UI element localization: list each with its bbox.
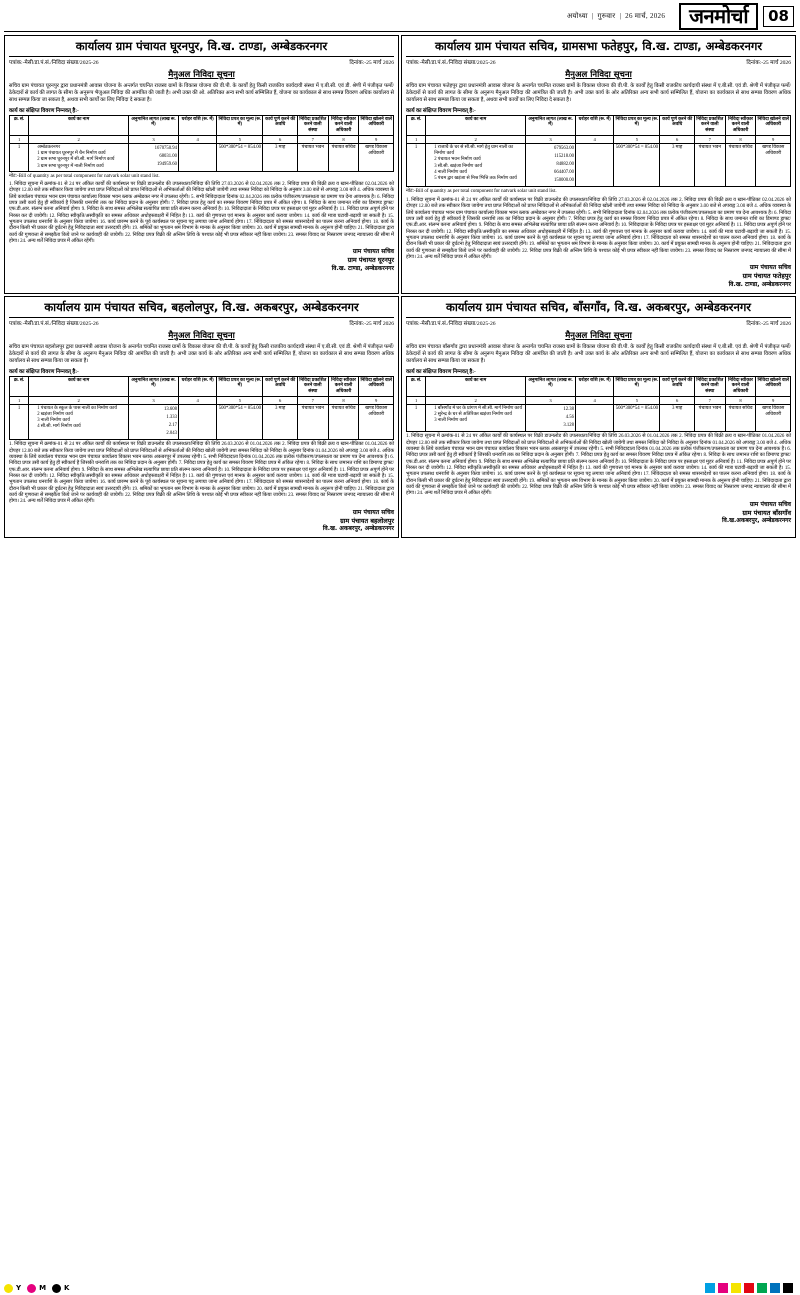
sign-panchayat: ग्राम पंचायत बहलोलपुर bbox=[340, 516, 394, 525]
notice-subtitle: मैनुअल निविदा सूचना bbox=[168, 331, 235, 342]
col-num-6: 6 bbox=[263, 396, 298, 405]
tender-table bbox=[406, 115, 791, 188]
list-item: 1 बाँसगाँव मे घर के प्रांगण मे सी.सी. मार्ग निर्माण कार्य bbox=[434, 406, 523, 412]
list-item: 1670750.94 bbox=[154, 146, 177, 152]
work-items bbox=[427, 145, 524, 181]
colorbar-letter-k: K bbox=[64, 1284, 70, 1292]
work-summary-label: कार्य का संक्षिप्त विवरण निम्नवत् है:- bbox=[406, 107, 476, 114]
tender-notice-bansgaon bbox=[401, 296, 796, 539]
cell-duration: 3 माह bbox=[263, 144, 298, 171]
th-form-price: निविदा प्रपत्र का मूल्य (रू. में) bbox=[614, 376, 660, 396]
list-item: 12.38 bbox=[563, 407, 574, 413]
masthead-dateline: अयोध्या | गुरुवार | 26 मार्च, 2026 bbox=[6, 12, 679, 21]
cell-duration: 3 माह bbox=[263, 405, 298, 440]
reference-number: पत्रांक:-मेसी/डा.पं.सं./निविदा संख्या/2025-26 bbox=[9, 321, 99, 328]
list-item: 13.608 bbox=[164, 407, 177, 413]
list-item: 3 ग्राम सभा घूरनपुर में नाली निर्माण कार्य bbox=[37, 163, 104, 169]
tender-notice-bahlolpur bbox=[4, 296, 399, 539]
cell-sn: 1 bbox=[407, 144, 426, 187]
swatch-green bbox=[757, 1283, 767, 1293]
list-item: 84882.00 bbox=[556, 162, 574, 168]
dateline-city: अयोध्या bbox=[566, 11, 588, 20]
table-column-numbers bbox=[407, 135, 791, 144]
cell-amounts bbox=[526, 405, 576, 432]
sign-block: वि.ख. टाण्डा, अम्बेडकरनगर bbox=[331, 265, 394, 273]
page-number: 08 bbox=[763, 6, 794, 27]
cell-form-price: 500*300*54 = 854.00 bbox=[217, 405, 263, 440]
table-row bbox=[407, 405, 791, 432]
cell-work-list bbox=[426, 405, 526, 432]
list-item: 664407.00 bbox=[554, 170, 574, 176]
masthead bbox=[0, 0, 800, 30]
col-num-4: 4 bbox=[575, 396, 613, 405]
col-num-8: 8 bbox=[725, 396, 756, 405]
office-title: कार्यालय ग्राम पंचायत सचिव, बहलोलपुर, वि.ख. अकबरपुर, अम्बेडकरनगर bbox=[9, 300, 394, 318]
cell-work-list bbox=[29, 144, 129, 171]
sign-panchayat: ग्राम पंचायत फतेहपुर bbox=[742, 272, 791, 281]
col-num-2: 2 bbox=[426, 135, 526, 144]
th-work-name: कार्य का नाम bbox=[29, 376, 129, 396]
sign-designation: ग्राम पंचायत सचिव bbox=[749, 500, 791, 508]
list-item: 679563.00 bbox=[554, 146, 574, 152]
table-header-row bbox=[407, 376, 791, 396]
col-num-4: 4 bbox=[575, 135, 613, 144]
reference-number: पत्रांक:-मेसी/डा.पं.सं./निविदा संख्या/2025-26 bbox=[406, 60, 496, 67]
signature-block bbox=[9, 509, 394, 534]
th-opener: निविदा खोलने वाले अधिकारी bbox=[756, 115, 791, 135]
col-num-5: 5 bbox=[614, 396, 660, 405]
swatch-cyan bbox=[705, 1283, 715, 1293]
col-num-3: 3 bbox=[129, 396, 179, 405]
swatch-blue bbox=[770, 1283, 780, 1293]
reference-row bbox=[9, 321, 394, 328]
office-title: कार्यालय ग्राम पंचायत घूरनपुर, वि.ख. टाण्डा, अम्बेडकरनगर bbox=[9, 39, 394, 57]
cell-opener: खण्ड विकास अधिकारी bbox=[756, 144, 791, 187]
th-form-price: निविदा प्रपत्र का मूल्य (रू. में) bbox=[217, 376, 263, 396]
cell-amounts bbox=[129, 144, 179, 171]
table-header-row bbox=[407, 115, 791, 135]
list-item: 4 सी.सी. मार्ग निर्माण कार्य bbox=[37, 424, 81, 430]
col-num-6: 6 bbox=[660, 396, 695, 405]
list-item: 2 खड़ंजा निर्माण कार्य bbox=[37, 412, 73, 418]
th-sn: क्र. सं. bbox=[10, 115, 29, 135]
notice-date: दिनांक:-25 मार्च 2026 bbox=[746, 60, 791, 67]
notice-subtitle: मैनुअल निविदा सूचना bbox=[565, 331, 632, 342]
swatch-yellow-2 bbox=[731, 1283, 741, 1293]
th-publisher: निविदा प्रकाशित करने वाली संस्था bbox=[297, 376, 328, 396]
th-publisher: निविदा प्रकाशित करने वाली संस्था bbox=[694, 115, 725, 135]
cell-sn: 1 bbox=[10, 405, 29, 440]
reference-number: पत्रांक:-मेसी/डा.पं.सं./निविदा संख्या/2025-26 bbox=[406, 321, 496, 328]
sign-block: वि.ख. टाण्डा, अम्बेडकरनगर bbox=[728, 280, 791, 288]
notice-intro: सचिव ग्राम पंचायत फतेहपुर द्वारा प्रधानमंत्री आवास योजना के अन्तर्गत चयनित राजस्व ग्रामों के विकास योजना की वी.पी. के कार्यों हेतु किसी राजकीय कार्यदायी संस्था में ए.बी.सी. एवं डी. श्रेणी में पंजीकृत फर्मो/ठेकेदारों से कार्य की लागत के सीमा के अनुरूप मैनुअल निविदा की आमंत्रित की जाती है। अभी उक्त कार्य के ओर अतिरिक्त अन्य सभी कार्य सम्मिलित हैं, योजना का कार्यकाल से साथ सम्पन्न विवरण अधिक कार्यालय से साथ सम्पन्न किया जा सकता है, अथवा सभी कार्यों का लिए निविदा दे सकता है। bbox=[406, 83, 791, 103]
list-item: 1 पंचायत के स्कूल के पास नाली का निर्माण कार्य bbox=[37, 406, 117, 412]
cell-work-list bbox=[29, 405, 129, 440]
bill-of-quantity-note: नोट:-Bill of quantity as per total component for natvark solar unit stand list. bbox=[406, 189, 557, 195]
table-column-numbers bbox=[10, 135, 394, 144]
notice-date: दिनांक:-25 मार्च 2026 bbox=[349, 321, 394, 328]
tender-notice-ghurnapur bbox=[4, 35, 399, 294]
cell-form-price: 500*300*54 = 854.00 bbox=[614, 144, 660, 187]
th-work-name: कार्य का नाम bbox=[426, 115, 526, 135]
list-item: 150000.00 bbox=[554, 178, 574, 184]
cell-form-price: 500*300*54 = 854.00 bbox=[614, 405, 660, 432]
cell-accepter: पंचायत सचिव bbox=[328, 405, 359, 440]
colorbar-letter-m: M bbox=[39, 1284, 47, 1292]
tender-table bbox=[406, 376, 791, 433]
cell-duration: 3 माह bbox=[660, 405, 695, 432]
work-summary-label: कार्य का संक्षिप्त विवरण निम्नवत् है:- bbox=[9, 107, 79, 114]
col-num-9: 9 bbox=[756, 135, 791, 144]
notice-intro: सचिव ग्राम पंचायत बहलोलपुर द्वारा प्रधानमंत्री आवास योजना के अन्तर्गत चयनित राजस्व ग्रामों के विकास योजना की वी.पी. के कार्यों हेतु किसी राजकीय कार्यदायी संस्था में ए.बी.सी. एवं डी. श्रेणी में पंजीकृत फर्मो/ठेकेदारों से कार्य की लागत के सीमा के अनुरूप मैनुअल निविदा की आमंत्रित की जाती है। अभी उक्त कार्य के ओर अतिरिक्त अन्य सभी कार्य सम्मिलित हैं, योजना का कार्यकाल से साथ सम्पन्न विवरण अधिक कार्यालय से साथ सम्पन्न किया जा सकता है। bbox=[9, 344, 394, 364]
table-header-row bbox=[10, 376, 394, 396]
table-row bbox=[10, 144, 394, 171]
sign-designation: ग्राम पंचायत सचिव bbox=[352, 508, 394, 516]
notice-date: दिनांक:-25 मार्च 2026 bbox=[349, 60, 394, 67]
colorbar-letter-y: Y bbox=[16, 1284, 22, 1292]
th-duration: कार्य पूर्ण करने की अवधि bbox=[660, 115, 695, 135]
sign-designation: ग्राम पंचायत सचिव bbox=[352, 248, 394, 256]
table-row bbox=[10, 405, 394, 440]
list-item: 2.17 bbox=[168, 423, 177, 429]
th-work-name: कार्य का नाम bbox=[426, 376, 526, 396]
table-header-row bbox=[10, 115, 394, 135]
bill-of-quantity-note: नोट:-Bill of quantity as per total component for natvark solar unit stand list. bbox=[9, 173, 160, 179]
th-earnest: धरोहर राशि (रू. में) bbox=[575, 115, 613, 135]
amount-list bbox=[527, 406, 574, 430]
col-num-9: 9 bbox=[756, 396, 791, 405]
list-item: अम्बेडकरनगर bbox=[37, 145, 61, 151]
col-num-5: 5 bbox=[217, 396, 263, 405]
office-title: कार्यालय ग्राम पंचायत सचिव, बाँसगाँव, वि.ख. अकबरपुर, अम्बेडकरनगर bbox=[406, 300, 791, 318]
amount-list bbox=[130, 145, 177, 169]
th-estimate: अनुमानित लागत (लाख रू. में) bbox=[129, 115, 179, 135]
col-num-8: 8 bbox=[328, 135, 359, 144]
th-accepter: निविदा स्वीकार करने वाली अधिकारी bbox=[725, 115, 756, 135]
col-num-6: 6 bbox=[263, 135, 298, 144]
col-num-7: 7 bbox=[694, 135, 725, 144]
col-num-1: 1 bbox=[407, 135, 426, 144]
work-items bbox=[30, 406, 127, 430]
signature-block bbox=[406, 501, 791, 526]
th-estimate: अनुमानित लागत (लाख रू. में) bbox=[526, 376, 576, 396]
notice-intro: सचिव ग्राम पंचायत घूरनपुर द्वारा प्रधानमंत्री आवास योजना के अन्तर्गत चयनित राजस्व ग्रामों के विकास योजना की वी.पी. के कार्यों हेतु किसी राजकीय कार्यदायी संस्था में ए.बी.सी. एवं डी. श्रेणी में पंजीकृत फर्मो/ठेकेदारों से कार्य की लागत के सीमा के अनुरूप भैजुअल निविदा की आमंत्रित की जाती है। अभी उक्त की ओ. अतिरिक्त अन्य सभी कार्य सम्मिलित हैं, योजना का कार्यकाल से साथ सम्पन्न विवरण अधिक कार्यालय से साथ सम्पन्न किया जा सकता है, अथवा सभी कार्यों का लिए निविदा दे सकता है। bbox=[9, 83, 394, 103]
col-num-2: 2 bbox=[29, 135, 129, 144]
cell-publisher: पंचायत भवन bbox=[694, 405, 725, 432]
th-form-price: निविदा प्रपत्र का मूल्य (रू. में) bbox=[614, 115, 660, 135]
swatch-red bbox=[744, 1283, 754, 1293]
cell-publisher: पंचायत भवन bbox=[297, 144, 328, 171]
th-opener: निविदा खोलने वाले अधिकारी bbox=[756, 376, 791, 396]
work-summary-label: कार्य का संक्षिप्त विवरण निम्नवत् है:- bbox=[406, 368, 476, 375]
cell-work-list bbox=[426, 144, 526, 187]
th-form-price: निविदा प्रपत्र का मूल्य (रू. में) bbox=[217, 115, 263, 135]
list-item: 2.043 bbox=[166, 431, 177, 437]
th-duration: कार्य पूर्ण करने की अवधि bbox=[660, 376, 695, 396]
cell-opener: खण्ड विकास अधिकारी bbox=[359, 405, 394, 440]
sign-designation: ग्राम पंचायत सचिव bbox=[749, 264, 791, 272]
notice-date: दिनांक:-25 मार्च 2026 bbox=[746, 321, 791, 328]
col-num-9: 9 bbox=[359, 396, 394, 405]
sign-block: वि.ख. अकबरपुर, अम्बेडकरनगर bbox=[322, 525, 394, 533]
th-opener: निविदा खोलने वाले अधिकारी bbox=[359, 115, 394, 135]
tender-notice-fatehpur bbox=[401, 35, 796, 294]
signature-block bbox=[406, 264, 791, 289]
th-earnest: धरोहर राशि (रू. में) bbox=[575, 376, 613, 396]
col-num-8: 8 bbox=[725, 135, 756, 144]
col-num-2: 2 bbox=[29, 396, 129, 405]
cell-accepter: पंचायत सचिव bbox=[328, 144, 359, 171]
col-num-9: 9 bbox=[359, 135, 394, 144]
list-item: 3 नाली निर्माण कार्य bbox=[434, 418, 468, 424]
sign-panchayat: ग्राम पंचायत घूरनपुर bbox=[347, 256, 394, 265]
list-item: 115218.00 bbox=[554, 154, 574, 160]
th-earnest: धरोहर राशि (रू. में) bbox=[178, 376, 216, 396]
cell-publisher: पंचायत भवन bbox=[694, 144, 725, 187]
cell-accepter: पंचायत सचिव bbox=[725, 405, 756, 432]
col-num-1: 1 bbox=[407, 396, 426, 405]
table-column-numbers bbox=[10, 396, 394, 405]
reference-row bbox=[406, 321, 791, 328]
signature-block bbox=[9, 248, 394, 273]
cell-opener: खण्ड विकास अधिकारी bbox=[359, 144, 394, 171]
work-items bbox=[427, 406, 524, 424]
office-title: कार्यालय ग्राम पंचायत सचिव, ग्रामसभा फतेहपुर, वि.ख. टाण्डा, अम्बेडकरनगर bbox=[406, 39, 791, 57]
list-item: 4.56 bbox=[565, 415, 574, 421]
col-num-4: 4 bbox=[178, 396, 216, 405]
th-earnest: धरोहर राशि (रू. में) bbox=[178, 115, 216, 135]
notice-intro: सचिव ग्राम पंचायत बाँसगाँव द्वारा प्रधानमंत्री आवास योजना के अन्तर्गत चयनित राजस्व ग्रामों के विकास योजना की वी.पी. के कार्यों हेतु किसी राजकीय कार्यदायी संस्था में ए.बी.सी. एवं डी. श्रेणी में पंजीकृत फर्मो/ठेकेदारों से कार्य की लागत के सीमा के अनुरूप मैनुअल निविदा की आमंत्रित की जाती है। अभी उक्त कार्य के ओर अतिरिक्त अन्य सभी कार्य सम्मिलित हैं, योजना का कार्यकाल से साथ सम्पन्न विवरण अधिक कार्यालय से साथ सम्पन्न किया जा सकता है। bbox=[406, 344, 791, 364]
th-accepter: निविदा स्वीकार करने वाली अधिकारी bbox=[725, 376, 756, 396]
list-item: 1.333 bbox=[166, 415, 177, 421]
table-column-numbers bbox=[407, 396, 791, 405]
list-item: 5 पंचम द्वार खड़ंजा से मिश्र भित्ति तक निर्माण कार्य bbox=[434, 175, 517, 181]
cell-amounts bbox=[526, 144, 576, 187]
cell-earnest bbox=[575, 405, 613, 432]
th-publisher: निविदा प्रकाशित करने वाली संस्था bbox=[694, 376, 725, 396]
th-estimate: अनुमानित लागत (लाख रू. में) bbox=[129, 376, 179, 396]
th-accepter: निविदा स्वीकार करने वाली अधिकारी bbox=[328, 376, 359, 396]
col-num-5: 5 bbox=[614, 135, 660, 144]
masthead-divider bbox=[4, 31, 796, 32]
color-registration-bar bbox=[0, 1281, 800, 1295]
th-accepter: निविदा स्वीकार करने वाली अधिकारी bbox=[328, 115, 359, 135]
newspaper-logo: जनमोर्चा bbox=[679, 3, 758, 30]
sign-panchayat: ग्राम पंचायत बाँसगाँव bbox=[742, 508, 791, 517]
list-item: 3 नाली निर्माण कार्य bbox=[37, 418, 71, 424]
list-item: 2 सुरेन्द्र के घर से अतिरिक्त खड़ंजा निर्माण कार्य bbox=[434, 412, 512, 418]
col-num-6: 6 bbox=[660, 135, 695, 144]
dateline-date: 26 मार्च, 2026 bbox=[625, 11, 666, 20]
list-item: 68031.00 bbox=[159, 154, 177, 160]
terms-and-conditions: 1. निविदा सूचना में क्रमांक-01 से 24 पर अंकित कार्यों की कार्यस्थल पर विक्री डाउनलोड की उपलब्धता/निविदा की तिथि 27.03.2026 से 02.04.2026 तक 2. निविदा प्रपत्र की विक्री क्रय व खान-पीठिका 02.04.2026 को दोपहर 12.00 बजे तक स्वीकार किया जायेगा तथा प्राप्त निविदाओं को प्राप्त निविदाओं से अभिकर्ताओं की निविदा खोली जायेगी तथा समस्त निविदा को निविदा के अनुसार 3.00 बजे से अपराह्न 3.00 बजे 4. अधिक व्यवस्था के लिये कार्यालय पंचायत भवन ग्राम पंचायत कार्यालय विकास भवन ब्लाक अम्बेडकर नगर में उपलब्ध रहेगी। 5. सभी निविदादाता दिनांक 02.04.2026 तक प्रत्येक पंजीकरण/उपलब्धता का प्रमाण पत्र देना आवश्यक है। 6. निविदा प्रपत्र उसी कार्य हेतु ही स्वीकार्य है जिसकी धनराशि तक का निविदा प्रदान के अनुसार होगी। 7. निविदा प्रपत्र हेतु कार्य का समस्त विवरण निविदा प्रपत्र में अंकित रहेगा। 8. निविदा के साथ जमानत राशि का डिमाण्ड ड्राफ्ट/एफ.डी.आर. संलग्न करना अनिवार्य होगा। 9. निविदा के साथ समस्त अभिलेख सत्यापित छाया प्रति संलग्न करना अनिवार्य है। 10. निविदादाता के निविदा प्रपत्र पर हस्ताक्षर एवं मुहर अनिवार्य है। 11. निविदा प्रपत्र अपूर्ण होने पर निरस्त कर दी जायेगी। 12. निविदा स्वीकृति/अस्वीकृति का समस्त अधिकार अधोहस्ताक्षरी में निहित है। 13. कार्य की गुणवत्ता एवं मानक के अनुसार कार्य कराया जायेगा। 14. कार्य की मात्रा घटायी-बढ़ायी जा सकती है। 15. भुगतान उपलब्ध धनराशि के अनुसार किया जायेगा। 16. कार्य प्रारम्भ करने के पूर्व कार्यस्थल पर सूचना पट्ट लगाया जाना अनिवार्य होगा। 17. निविदादाता को समस्त शासनादेशों का पालन करना अनिवार्य होगा। 18. कार्य के दौरान किसी भी प्रकार की दुर्घटना हेतु निविदादाता स्वयं उत्तरदायी होंगे। 19. श्रमिकों का भुगतान श्रम विभाग के मानक के अनुसार किया जायेगा। 20. कार्य में प्रयुक्त सामग्री मानक के अनुरूप होनी चाहिए। 21. निविदादाता द्वारा कार्य की गुणवत्ता से समझौता किये जाने पर कार्यवाही की जायेगी। 22. निविदा प्रपत्र विक्री की अन्तिम तिथि के पश्चात कोई भी प्रपत्र स्वीकार नहीं किया जायेगा। 23. समस्त विवाद का निस्तारण जनपद न्यायालय की सीमा में होगा। 24. अन्य शर्तें निविदा प्रपत्र में अंकित रहेंगी। bbox=[406, 197, 791, 260]
th-estimate: अनुमानित लागत (लाख रू. में) bbox=[526, 115, 576, 135]
swatch-yellow bbox=[4, 1284, 13, 1293]
list-item: 1 राजाचै के घर से सी.सी. मार्ग हेतु ग्राम नाली का निर्माण कार्य bbox=[434, 145, 514, 157]
reference-row bbox=[406, 60, 791, 67]
cell-sn: 1 bbox=[407, 405, 426, 432]
work-summary-label: कार्य का संक्षिप्त विवरण निम्नवत् है:- bbox=[9, 368, 79, 375]
list-item: 4 नाली निर्माण कार्य bbox=[434, 169, 468, 175]
th-sn: क्र. सं. bbox=[407, 115, 426, 135]
reference-number: पत्रांक:-मेसी/डा.पं.सं./निविदा संख्या/2025-26 bbox=[9, 60, 99, 67]
notice-subtitle: मैनुअल निविदा सूचना bbox=[565, 70, 632, 81]
list-item: 2 पंचायत भवन निर्माण कार्य bbox=[434, 157, 481, 163]
swatch-black-2 bbox=[783, 1283, 793, 1293]
tender-table bbox=[9, 115, 394, 172]
th-work-name: कार्य का नाम bbox=[29, 115, 129, 135]
col-num-4: 4 bbox=[178, 135, 216, 144]
th-duration: कार्य पूर्ण करने की अवधि bbox=[263, 376, 298, 396]
sign-block: वि.ख.अकबरपुर, अम्बेडकरनगर bbox=[721, 517, 791, 525]
col-num-3: 3 bbox=[526, 396, 576, 405]
tender-table bbox=[9, 376, 394, 441]
col-num-1: 1 bbox=[10, 135, 29, 144]
dateline-day: गुरुवार bbox=[597, 11, 616, 20]
terms-and-conditions: 1. निविदा सूचना में क्रमांक-01 से 24 पर अंकित कार्यों की कार्यस्थल पर विक्री डाउनलोड की उपलब्धता/निविदा की तिथि 26.03.2026 से 01.04.2026 तक 2. निविदा प्रपत्र की विक्री क्रय व खान-पीठिका 01.04.2026 को दोपहर 12.00 बजे तक स्वीकार किया जायेगा तथा प्राप्त निविदाओं को प्राप्त निविदाओं से अभिकर्ताओं की निविदा खोली जायेगी तथा समस्त निविदा को निविदा के अनुसार दिनांक 01.04.2026 को अपराह्न 3.00 बजे 4. अधिक व्यवस्था के लिये कार्यालय पंचायत भवन ग्राम पंचायत कार्यालय विकास भवन ब्लाक अकबरपुर में उपलब्ध रहेगी। 5. सभी निविदादाता दिनांक 01.04.2026 तक प्रत्येक पंजीकरण/उपलब्धता का प्रमाण पत्र देना आवश्यक है। 6. निविदा प्रपत्र उसी कार्य हेतु ही स्वीकार्य है जिसकी धनराशि तक का निविदा प्रदान के अनुसार होगी। 7. निविदा प्रपत्र हेतु कार्य का समस्त विवरण निविदा प्रपत्र में अंकित रहेगा। 8. निविदा के साथ जमानत राशि का डिमाण्ड ड्राफ्ट/एफ.डी.आर. संलग्न करना अनिवार्य होगा। 9. निविदा के साथ समस्त अभिलेख सत्यापित छाया प्रति संलग्न करना अनिवार्य है। 10. निविदादाता के निविदा प्रपत्र पर हस्ताक्षर एवं मुहर अनिवार्य है। 11. निविदा प्रपत्र अपूर्ण होने पर निरस्त कर दी जायेगी। 12. निविदा स्वीकृति/अस्वीकृति का समस्त अधिकार अधोहस्ताक्षरी में निहित है। 13. कार्य की गुणवत्ता एवं मानक के अनुसार कार्य कराया जायेगा। 14. कार्य की मात्रा घटायी-बढ़ायी जा सकती है। 15. भुगतान उपलब्ध धनराशि के अनुसार किया जायेगा। 16. कार्य प्रारम्भ करने के पूर्व कार्यस्थल पर सूचना पट्ट लगाया जाना अनिवार्य होगा। 17. निविदादाता को समस्त शासनादेशों का पालन करना अनिवार्य होगा। 18. कार्य के दौरान किसी भी प्रकार की दुर्घटना हेतु निविदादाता स्वयं उत्तरदायी होंगे। 19. श्रमिकों का भुगतान श्रम विभाग के मानक के अनुसार किया जायेगा। 20. कार्य में प्रयुक्त सामग्री मानक के अनुरूप होनी चाहिए। 21. निविदादाता द्वारा कार्य की गुणवत्ता से समझौता किये जाने पर कार्यवाही की जायेगी। 22. निविदा प्रपत्र विक्री की अन्तिम तिथि के पश्चात कोई भी प्रपत्र स्वीकार नहीं किया जायेगा। 23. समस्त विवाद का निस्तारण जनपद न्यायालय की सीमा में होगा। 24. अन्य शर्तें निविदा प्रपत्र में अंकित रहेंगी। bbox=[406, 434, 791, 497]
swatch-black bbox=[52, 1284, 61, 1293]
col-num-2: 2 bbox=[426, 396, 526, 405]
col-num-7: 7 bbox=[297, 396, 328, 405]
colorbar-right bbox=[705, 1283, 796, 1293]
colorbar-left bbox=[4, 1284, 75, 1293]
terms-and-conditions: 1. निविदा सूचना में क्रमांक-01 से 24 पर अंकित कार्यों की कार्यस्थल पर विक्री डाउनलोड की उपलब्धता/निविदा की तिथि 26.03.2026 से 01.04.2026 तक 2. निविदा प्रपत्र की विक्री क्रय व खान-पीठिका 01.04.2026 को दोपहर 12.00 बजे तक स्वीकार किया जायेगा तथा प्राप्त निविदाओं को प्राप्त निविदाओं से अभिकर्ताओं की निविदा खोली जायेगी तथा समस्त निविदा को निविदा के अनुसार दिनांक 01.04.2026 को अपराह्न 3.00 बजे 4. अधिक व्यवस्था के लिये कार्यालय पंचायत भवन ग्राम पंचायत कार्यालय विकास भवन ब्लाक अकबरपुर में उपलब्ध रहेगी। 5. सभी निविदादाता दिनांक 01.04.2026 तक प्रत्येक पंजीकरण/उपलब्धता का प्रमाण पत्र देना आवश्यक है। 6. निविदा प्रपत्र उसी कार्य हेतु ही स्वीकार्य है जिसकी धनराशि तक का निविदा प्रदान के अनुसार होगी। 7. निविदा प्रपत्र हेतु कार्य का समस्त विवरण निविदा प्रपत्र में अंकित रहेगा। 8. निविदा के साथ जमानत राशि का डिमाण्ड ड्राफ्ट/एफ.डी.आर. संलग्न करना अनिवार्य होगा। 9. निविदा के साथ समस्त अभिलेख सत्यापित छाया प्रति संलग्न करना अनिवार्य है। 10. निविदादाता के निविदा प्रपत्र पर हस्ताक्षर एवं मुहर अनिवार्य है। 11. निविदा प्रपत्र अपूर्ण होने पर निरस्त कर दी जायेगी। 12. निविदा स्वीकृति/अस्वीकृति का समस्त अधिकार अधोहस्ताक्षरी में निहित है। 13. कार्य की गुणवत्ता एवं मानक के अनुसार कार्य कराया जायेगा। 14. कार्य की मात्रा घटायी-बढ़ायी जा सकती है। 15. भुगतान उपलब्ध धनराशि के अनुसार किया जायेगा। 16. कार्य प्रारम्भ करने के पूर्व कार्यस्थल पर सूचना पट्ट लगाया जाना अनिवार्य होगा। 17. निविदादाता को समस्त शासनादेशों का पालन करना अनिवार्य होगा। 18. कार्य के दौरान किसी भी प्रकार की दुर्घटना हेतु निविदादाता स्वयं उत्तरदायी होंगे। 19. श्रमिकों का भुगतान श्रम विभाग के मानक के अनुसार किया जायेगा। 20. कार्य में प्रयुक्त सामग्री मानक के अनुरूप होनी चाहिए। 21. निविदादाता द्वारा कार्य की गुणवत्ता से समझौता किये जाने पर कार्यवाही की जायेगी। 22. निविदा प्रपत्र विक्री की अन्तिम तिथि के पश्चात कोई भी प्रपत्र स्वीकार नहीं किया जायेगा। 23. समस्त विवाद का निस्तारण जनपद न्यायालय की सीमा में होगा। 24. अन्य शर्तें निविदा प्रपत्र में अंकित रहेंगी। bbox=[9, 442, 394, 505]
amount-list bbox=[130, 406, 177, 438]
col-num-3: 3 bbox=[526, 135, 576, 144]
col-num-7: 7 bbox=[694, 396, 725, 405]
cell-accepter: पंचायत सचिव bbox=[725, 144, 756, 187]
th-opener: निविदा खोलने वाले अधिकारी bbox=[359, 376, 394, 396]
cell-earnest bbox=[178, 144, 216, 171]
list-item: 3.128 bbox=[563, 423, 574, 429]
cell-earnest bbox=[178, 405, 216, 440]
col-num-3: 3 bbox=[129, 135, 179, 144]
col-num-7: 7 bbox=[297, 135, 328, 144]
amount-list bbox=[527, 145, 574, 185]
table-row bbox=[407, 144, 791, 187]
col-num-5: 5 bbox=[217, 135, 263, 144]
swatch-magenta bbox=[27, 1284, 36, 1293]
th-sn: क्र. सं. bbox=[407, 376, 426, 396]
swatch-magenta-2 bbox=[718, 1283, 728, 1293]
cell-earnest bbox=[575, 144, 613, 187]
reference-row bbox=[9, 60, 394, 67]
ads-grid bbox=[0, 34, 800, 539]
notice-subtitle: मैनुअल निविदा सूचना bbox=[168, 70, 235, 81]
terms-and-conditions: 1. निविदा सूचना में क्रमांक-01 से 24 पर अंकित कार्यों की कार्यस्थल पर विक्री डाउनलोड की उपलब्धता/निविदा की तिथि 27.03.2026 से 02.04.2026 तक 2. निविदा प्रपत्र की विक्री क्रय व खान-पीठिका 02.04.2026 को दोपहर 12.00 बजे तक स्वीकार किया जायेगा तथा प्राप्त निविदाओं को प्राप्त निविदाओं से अभिकर्ताओं की निविदा खोली जायेगी तथा समस्त निविदा को निविदा के अनुसार 3.00 बजे से अपराह्न 3.00 बजे 4. अधिक व्यवस्था के लिये कार्यालय पंचायत भवन ग्राम पंचायत कार्यालय विकास भवन ब्लाक अम्बेडकर नगर में उपलब्ध रहेगी। 5. सभी निविदादाता दिनांक 02.04.2026 तक प्रत्येक पंजीकरण/उपलब्धता का प्रमाण पत्र देना आवश्यक है। 6. निविदा प्रपत्र उसी कार्य हेतु ही स्वीकार्य है जिसकी धनराशि तक का निविदा प्रदान के अनुसार होगी। 7. निविदा प्रपत्र हेतु कार्य का समस्त विवरण निविदा प्रपत्र में अंकित रहेगा। 8. निविदा के साथ जमानत राशि का डिमाण्ड ड्राफ्ट/एफ.डी.आर. संलग्न करना अनिवार्य होगा। 9. निविदा के साथ समस्त अभिलेख सत्यापित छाया प्रति संलग्न करना अनिवार्य है। 10. निविदादाता के निविदा प्रपत्र पर हस्ताक्षर एवं मुहर अनिवार्य है। 11. निविदा प्रपत्र अपूर्ण होने पर निरस्त कर दी जायेगी। 12. निविदा स्वीकृति/अस्वीकृति का समस्त अधिकार अधोहस्ताक्षरी में निहित है। 13. कार्य की गुणवत्ता एवं मानक के अनुसार कार्य कराया जायेगा। 14. कार्य की मात्रा घटायी-बढ़ायी जा सकती है। 15. भुगतान उपलब्ध धनराशि के अनुसार किया जायेगा। 16. कार्य प्रारम्भ करने के पूर्व कार्यस्थल पर सूचना पट्ट लगाया जाना अनिवार्य होगा। 17. निविदादाता को समस्त शासनादेशों का पालन करना अनिवार्य होगा। 18. कार्य के दौरान किसी भी प्रकार की दुर्घटना हेतु निविदादाता स्वयं उत्तरदायी होंगे। 19. श्रमिकों का भुगतान श्रम विभाग के मानक के अनुसार किया जायेगा। 20. कार्य में प्रयुक्त सामग्री मानक के अनुरूप होनी चाहिए। 21. निविदादाता द्वारा कार्य की गुणवत्ता से समझौता किये जाने पर कार्यवाही की जायेगी। 22. निविदा प्रपत्र विक्री की अन्तिम तिथि के पश्चात कोई भी प्रपत्र स्वीकार नहीं किया जायेगा। 23. समस्त विवाद का निस्तारण जनपद न्यायालय की सीमा में होगा। 24. अन्य शर्तें निविदा प्रपत्र में अंकित रहेंगी। bbox=[9, 182, 394, 244]
th-publisher: निविदा प्रकाशित करने वाली संस्था bbox=[297, 115, 328, 135]
list-item: 1 ग्राम पंचायत घूरनपुर में चैन निर्माण कार्य bbox=[37, 151, 106, 157]
cell-opener: खण्ड विकास अधिकारी bbox=[756, 405, 791, 432]
list-item: 3 सी.सी. खड़ंजा निर्माण कार्य bbox=[434, 163, 483, 169]
cell-sn: 1 bbox=[10, 144, 29, 171]
cell-publisher: पंचायत भवन bbox=[297, 405, 328, 440]
cell-amounts bbox=[129, 405, 179, 440]
list-item: 2 ग्राम सभा घूरनपुर में सी.सी. मार्ग निर्माण कार्य bbox=[37, 157, 115, 163]
work-items bbox=[30, 145, 127, 169]
list-item: 194959.60 bbox=[157, 162, 177, 168]
col-num-1: 1 bbox=[10, 396, 29, 405]
cell-duration: 3 माह bbox=[660, 144, 695, 187]
th-duration: कार्य पूर्ण करने की अवधि bbox=[263, 115, 298, 135]
th-sn: क्र. सं. bbox=[10, 376, 29, 396]
col-num-8: 8 bbox=[328, 396, 359, 405]
cell-form-price: 500*300*54 = 854.00 bbox=[217, 144, 263, 171]
